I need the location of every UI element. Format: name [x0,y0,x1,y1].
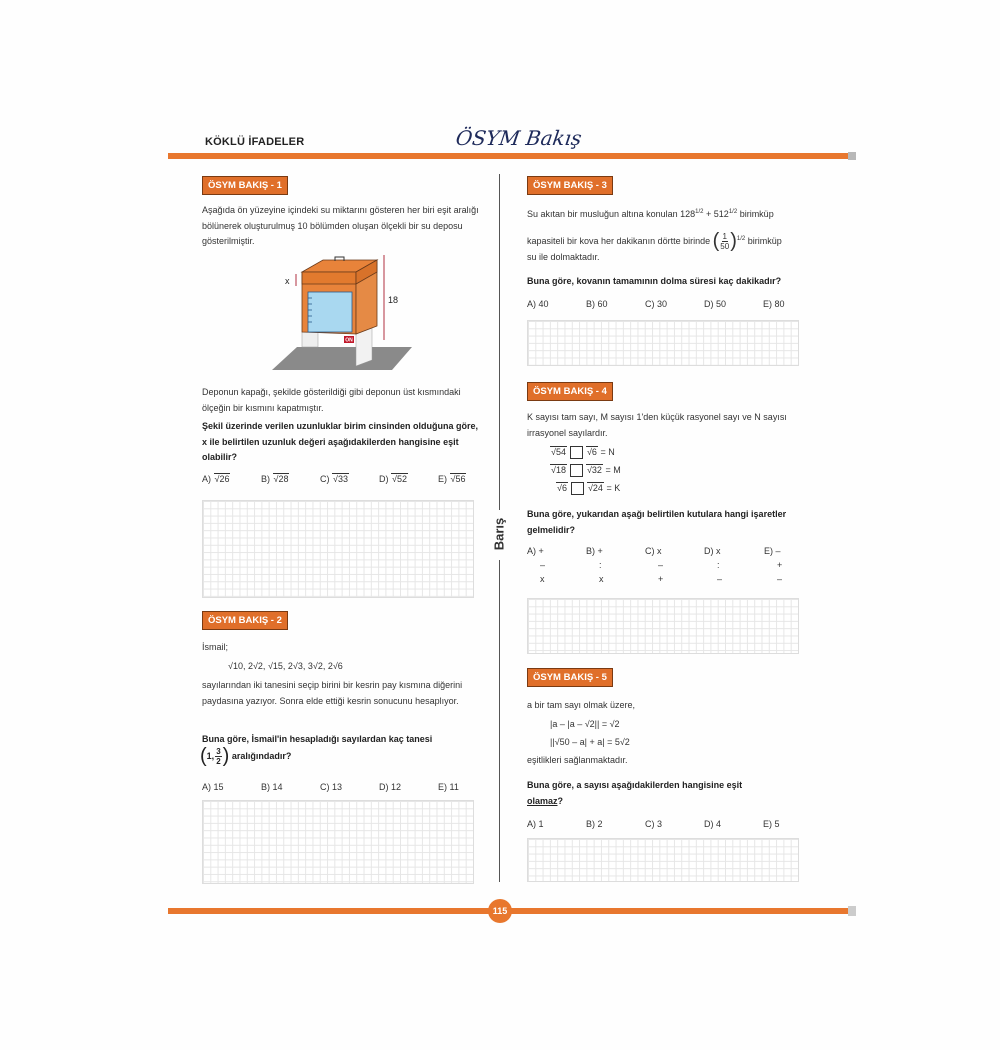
question-badge-3: ÖSYM BAKIŞ - 3 [527,176,613,195]
svg-text:ON: ON [345,337,353,344]
choice-b[interactable]: B) + [586,546,603,556]
choice-c[interactable]: C) 13 [320,782,343,792]
choice-e[interactable]: E) 80 [763,299,785,309]
chapter-title: KÖKLÜ İFADELER [205,136,305,148]
choice-b[interactable]: B) 2 [586,819,603,829]
q5-intro: a bir tam sayı olmak üzere, [527,700,636,710]
q4-choices: A) + – x B) + : x C) x – + D) x : – E) – + – [527,546,783,584]
page-number: 115 [488,899,512,923]
choice-a[interactable]: A) √ 26 [202,474,261,484]
choice-a[interactable]: A) 15 [202,782,224,792]
q5-equation-2: ||√50 – a| + a| = 5√2 [550,737,630,747]
column-divider-bottom [499,560,500,882]
choice-c[interactable]: C) 3 [645,819,663,829]
question-badge-4: ÖSYM BAKIŞ - 4 [527,382,613,401]
scratch-grid-q4[interactable] [527,598,799,654]
choice-c[interactable]: C) x [645,546,662,556]
q2-question: Buna göre, İsmail'in hesapladığı sayılardan kaç tanesi [202,734,433,744]
q3-choices [527,299,822,309]
scratch-grid-q1[interactable] [202,500,474,598]
q4-equation-2: √ 18 √ 32 = M [550,463,621,479]
choice-d[interactable]: D) 50 [704,299,727,309]
choice-b[interactable]: B) 14 [261,782,283,792]
q2-text: sayılarından iki tanesini seçip birini bir kesrin pay kısmına diğerini paydasına yazıyor. Sonra elde ettiği kesrin sonucunu hesaplıyor. [202,680,463,706]
q3-line2: kapasiteli bir kova her dakikanın dörtte birinde ( $\frac{1}{50}$ ) 1/2 birimküp [527,229,782,252]
choice-d[interactable]: D) 4 [704,819,722,829]
answer-box[interactable] [570,446,583,459]
q5-text: eşitlikleri sağlanmaktadır. [527,755,628,765]
answer-box[interactable] [571,482,584,495]
q5-question: Buna göre, a sayısı aşağıdakilerden hangisine eşit olamaz? [527,780,743,806]
q5-equation-1: |a – |a – √2|| = √2 [550,719,620,729]
q2-choices [202,782,497,792]
q4-question: Buna göre, yukarıdan aşağı belirtilen kutulara hangi işaretler gelmelidir? [527,509,787,535]
q4-equation-1: √ 54 √ 6 = N [550,445,615,461]
brand-label: Barış [491,517,507,551]
q1-intro: Aşağıda ön yüzeyine içindeki su miktarını gösteren her biri eşit aralığı bölünerek oluşturulmuş 10 bölümden oluşan ölçekli bir su deposu gösterilmiştir. [202,205,479,246]
series-logo: ÖSYM Bakış [454,126,584,150]
scratch-grid-q5[interactable] [527,838,799,882]
q4-intro: K sayısı tam sayı, M sayısı 1'den küçük rasyonel sayı ve N sayısı irrasyonel sayılardır. [527,412,787,438]
q1-choices [202,474,497,484]
q4-equation-3: √ 6 √ 24 = K [556,481,620,497]
header-tab-marker [848,152,856,160]
choice-e[interactable]: E) 11 [438,782,459,792]
choice-d[interactable]: D) x [704,546,721,556]
q2-intro: İsmail; [202,642,229,652]
choice-d[interactable]: D) 12 [379,782,402,792]
choice-d[interactable]: D) √ 52 [379,474,438,484]
choice-b[interactable]: B) 60 [586,299,608,309]
label-x: x [285,276,290,286]
q1-note: Deponun kapağı, şekilde gösterildiği gibi deponun üst kısmındaki ölçeğin bir kısmını kapatmıştır. [202,387,461,413]
header-rule [168,153,848,159]
q3-line1: Su akıtan bir musluğun altına konulan $128^{1/2} + 512^{1/2}$ birimküp [527,209,774,219]
question-badge-1: ÖSYM BAKIŞ - 1 [202,176,288,195]
scratch-grid-q2[interactable] [202,800,474,884]
choice-b[interactable]: B) √ 28 [261,474,320,484]
q1-question: Şekil üzerinde verilen uzunluklar birim cinsinden olduğuna göre, x ile belirtilen uzunluk değeri aşağıdakilerden hangisine eşit olabilir? [202,421,479,462]
choice-e[interactable]: E) – [764,546,781,556]
column-divider-top [499,174,500,510]
choice-a[interactable]: A) 1 [527,819,544,829]
choice-e[interactable]: E) √ 56 [438,474,497,484]
label-18: 18 [388,295,399,305]
answer-box[interactable] [570,464,583,477]
choice-a[interactable]: A) 40 [527,299,549,309]
water-tank-figure [272,252,417,374]
choice-c[interactable]: C) √ 33 [320,474,379,484]
choice-e[interactable]: E) 5 [763,819,780,829]
q3-line3: su ile dolmaktadır. [527,252,600,262]
choice-c[interactable]: C) 30 [645,299,668,309]
choice-a[interactable]: A) + [527,546,544,556]
q2-interval: ( 1, $\frac{3}{2}$ ) aralığındadır? [200,744,292,767]
footer-tab-marker [848,906,856,916]
question-badge-5: ÖSYM BAKIŞ - 5 [527,668,613,687]
scratch-grid-q3[interactable] [527,320,799,366]
q2-numbers: √10, 2√2, √15, 2√3, 3√2, 2√6 [228,661,343,671]
question-badge-2: ÖSYM BAKIŞ - 2 [202,611,288,630]
q3-question: Buna göre, kovanın tamamının dolma süresi kaç dakikadır? [527,276,782,286]
q5-choices [527,819,822,829]
